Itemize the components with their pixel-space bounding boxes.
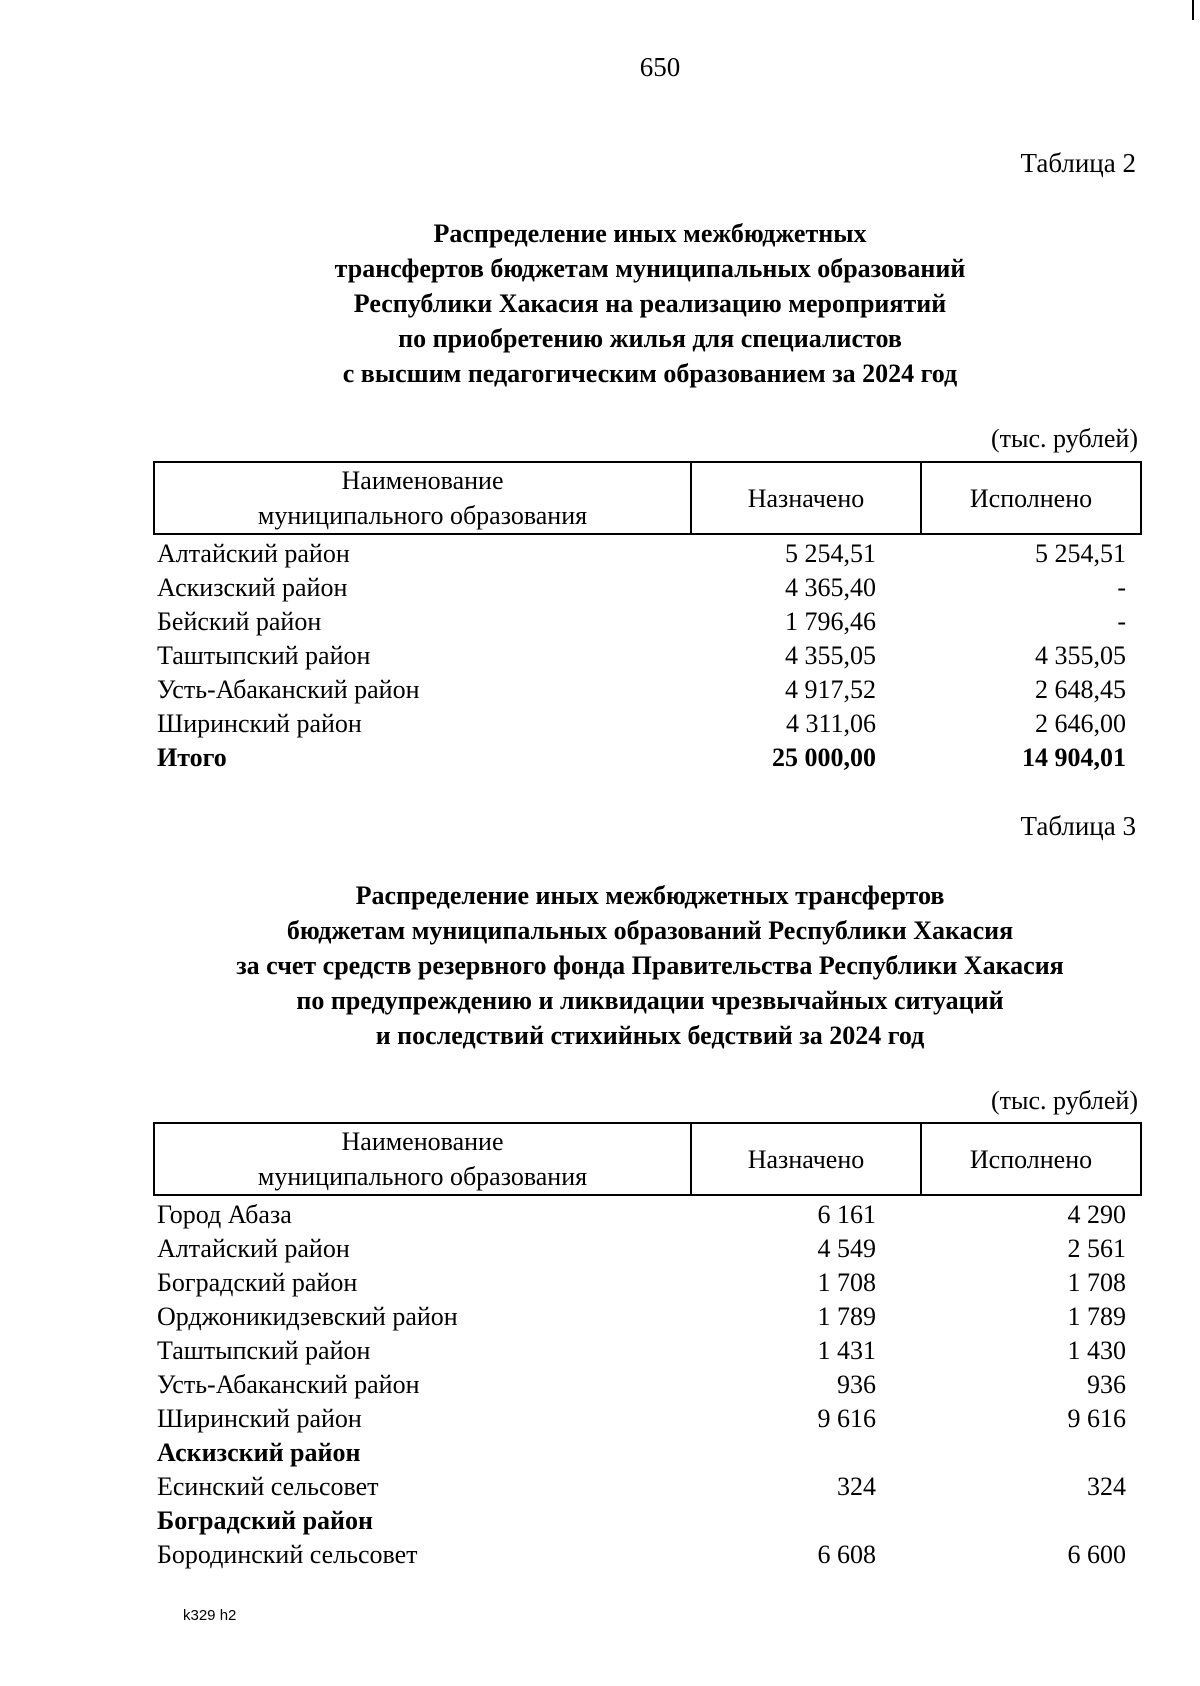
row-assigned: 5 254,51 <box>785 539 876 568</box>
row-name: Алтайский район <box>157 1234 350 1263</box>
row-name: Боградский район <box>157 1268 358 1297</box>
row-executed: - <box>1117 607 1126 636</box>
row-name: Усть-Абаканский район <box>157 675 420 704</box>
table-row <box>153 537 1138 571</box>
table3-title <box>160 878 1140 1053</box>
row-name: Аскизский район <box>157 1438 361 1467</box>
row-executed: 2 648,45 <box>1035 675 1126 704</box>
row-executed: 6 600 <box>1067 1540 1126 1569</box>
table-row <box>153 1368 1138 1402</box>
row-executed: 9 616 <box>1067 1404 1126 1433</box>
row-name: Таштыпский район <box>157 1336 371 1365</box>
table-row <box>153 1538 1138 1572</box>
header-name-line2: муниципального образования <box>257 1162 588 1191</box>
row-name: Аскизский район <box>157 573 348 602</box>
table2-title-line: Распределение иных межбюджетных <box>433 219 867 248</box>
row-assigned: 1 708 <box>817 1268 876 1297</box>
row-assigned: 324 <box>837 1472 876 1501</box>
row-executed: 324 <box>1087 1472 1126 1501</box>
table2-header <box>153 461 1142 535</box>
table-row <box>153 639 1138 673</box>
row-executed: 936 <box>1087 1370 1126 1399</box>
table3-title-line: за счет средств резервного фонда Правительства Республики Хакасия <box>236 951 1064 980</box>
table3-title-line: Распределение иных межбюджетных трансфертов <box>355 881 945 910</box>
row-executed: 1 430 <box>1067 1336 1126 1365</box>
table-row <box>153 1266 1138 1300</box>
row-name: Ширинский район <box>157 1404 362 1433</box>
table-row <box>153 571 1138 605</box>
table3-title-line: бюджетам муниципальных образований Республики Хакасия <box>286 916 1014 945</box>
table2-body <box>153 537 1138 775</box>
table2-title-line: трансфертов бюджетам муниципальных образований <box>334 254 966 283</box>
row-executed: 5 254,51 <box>1035 539 1126 568</box>
row-executed: 14 904,01 <box>1022 743 1126 772</box>
table3 <box>153 1122 1138 1572</box>
row-name: Итого <box>157 743 227 772</box>
header-assigned-column: Назначено <box>691 1123 921 1195</box>
row-name: Усть-Абаканский район <box>157 1370 420 1399</box>
document-code: k329 h2 <box>183 1607 237 1624</box>
table-row <box>153 1300 1138 1334</box>
header-name-column <box>154 1123 691 1195</box>
row-executed: 2 561 <box>1067 1234 1126 1263</box>
table-total-row <box>153 741 1138 775</box>
table3-title-line: по предупреждению и ликвидации чрезвычайных ситуаций <box>296 986 1004 1015</box>
row-name: Есинский сельсовет <box>157 1472 379 1501</box>
header-name-line2: муниципального образования <box>257 501 588 530</box>
page-number: 650 <box>639 52 681 82</box>
header-name-line1: Наименование <box>341 466 504 495</box>
row-assigned: 1 796,46 <box>785 607 876 636</box>
table-row <box>153 1232 1138 1266</box>
table2-title-line: с высшим педагогическим образованием за 2024 год <box>342 359 958 388</box>
table-row <box>153 1198 1138 1232</box>
row-name: Ширинский район <box>157 709 362 738</box>
row-name: Таштыпский район <box>157 641 371 670</box>
row-executed: 4 290 <box>1067 1200 1126 1229</box>
row-executed: 1 708 <box>1067 1268 1126 1297</box>
row-assigned: 4 549 <box>817 1234 876 1263</box>
table2-label: Таблица 2 <box>1020 148 1136 178</box>
row-executed: 2 646,00 <box>1035 709 1126 738</box>
table-row <box>153 1334 1138 1368</box>
row-assigned: 6 608 <box>817 1540 876 1569</box>
table3-label: Таблица 3 <box>1020 811 1136 841</box>
row-assigned: 1 431 <box>817 1336 876 1365</box>
table-row <box>153 605 1138 639</box>
row-name: Орджоникидзевский район <box>157 1302 458 1331</box>
table3-title-line: и последствий стихийных бедствий за 2024 год <box>375 1021 925 1050</box>
row-name: Алтайский район <box>157 539 350 568</box>
table3-body <box>153 1198 1138 1572</box>
row-name: Город Абаза <box>157 1200 292 1229</box>
row-assigned: 9 616 <box>817 1404 876 1433</box>
page-edge-line <box>1192 0 1200 20</box>
row-executed: - <box>1117 573 1126 602</box>
row-assigned: 4 311,06 <box>785 709 876 738</box>
row-assigned: 25 000,00 <box>772 743 876 772</box>
table-row <box>153 1470 1138 1504</box>
table-row <box>153 673 1138 707</box>
row-assigned: 6 161 <box>817 1200 876 1229</box>
header-name-line1: Наименование <box>341 1127 504 1156</box>
row-executed: 4 355,05 <box>1035 641 1126 670</box>
table2-title-line: Республики Хакасия на реализацию мероприятий <box>353 289 947 318</box>
table-row <box>153 707 1138 741</box>
header-assigned-column: Назначено <box>691 462 921 534</box>
table2-title-line: по приобретению жилья для специалистов <box>398 324 902 353</box>
row-assigned: 4 355,05 <box>785 641 876 670</box>
row-executed: 1 789 <box>1067 1302 1126 1331</box>
row-assigned: 936 <box>837 1370 876 1399</box>
table2-unit: (тыс. рублей) <box>990 424 1138 453</box>
table3-header <box>153 1122 1142 1196</box>
row-name: Боградский район <box>157 1506 374 1535</box>
row-assigned: 4 365,40 <box>785 573 876 602</box>
header-executed-column: Исполнено <box>921 462 1141 534</box>
table-group-row <box>153 1504 1138 1538</box>
header-name-column <box>154 462 691 534</box>
table2 <box>153 461 1138 775</box>
table3-unit: (тыс. рублей) <box>990 1086 1138 1115</box>
row-assigned: 4 917,52 <box>785 675 876 704</box>
table-group-row <box>153 1436 1138 1470</box>
header-executed-column: Исполнено <box>921 1123 1141 1195</box>
row-assigned: 1 789 <box>817 1302 876 1331</box>
row-name: Бейский район <box>157 607 322 636</box>
table-row <box>153 1402 1138 1436</box>
table2-title <box>160 216 1140 391</box>
row-name: Бородинский сельсовет <box>157 1540 418 1569</box>
